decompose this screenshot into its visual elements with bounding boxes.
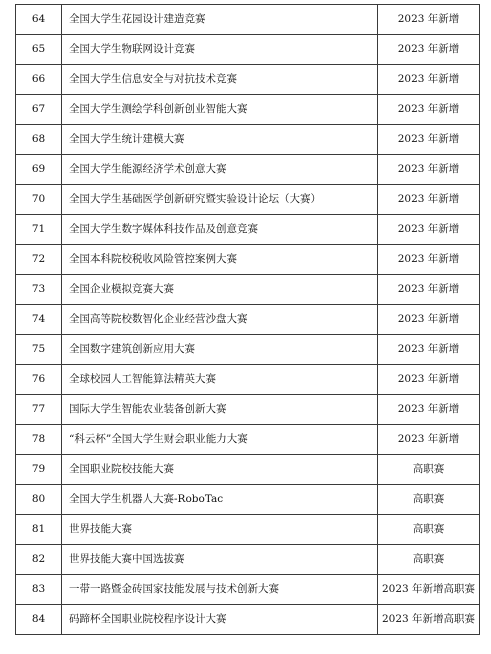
competition-name-cell: 世界技能大赛中国选拔赛 — [62, 545, 378, 575]
table-row — [16, 545, 480, 575]
table-row — [16, 185, 480, 215]
note-cell: 2023 年新增 — [378, 365, 480, 395]
note-cell: 2023 年新增 — [378, 395, 480, 425]
note-cell: 2023 年新增 — [378, 125, 480, 155]
table-row — [16, 485, 480, 515]
row-number-cell: 83 — [16, 575, 62, 605]
competition-table-body — [16, 5, 480, 635]
table-row — [16, 35, 480, 65]
table-row — [16, 305, 480, 335]
row-number-cell: 81 — [16, 515, 62, 545]
row-number-cell: 84 — [16, 605, 62, 635]
competition-name-cell: 全国职业院校技能大赛 — [62, 455, 378, 485]
table-row — [16, 65, 480, 95]
competition-name-cell: 全国大学生测绘学科创新创业智能大赛 — [62, 95, 378, 125]
note-cell: 2023 年新增 — [378, 155, 480, 185]
note-cell: 2023 年新增 — [378, 65, 480, 95]
note-cell: 2023 年新增高职赛 — [378, 575, 480, 605]
competition-name-cell: 全国数字建筑创新应用大赛 — [62, 335, 378, 365]
table-row — [16, 155, 480, 185]
table-row — [16, 95, 480, 125]
row-number-cell: 69 — [16, 155, 62, 185]
row-number-cell: 66 — [16, 65, 62, 95]
row-number-cell: 68 — [16, 125, 62, 155]
row-number-cell: 82 — [16, 545, 62, 575]
note-cell: 2023 年新增 — [378, 425, 480, 455]
competition-name-cell: 全国大学生信息安全与对抗技术竞赛 — [62, 65, 378, 95]
competition-table-page — [15, 4, 479, 635]
table-row — [16, 455, 480, 485]
table-row — [16, 215, 480, 245]
row-number-cell: 75 — [16, 335, 62, 365]
row-number-cell: 80 — [16, 485, 62, 515]
competition-name-cell: 全国大学生机器人大赛-RoboTac — [62, 485, 378, 515]
competition-name-cell: 全国大学生统计建模大赛 — [62, 125, 378, 155]
table-row — [16, 5, 480, 35]
competition-name-cell: 一带一路暨金砖国家技能发展与技术创新大赛 — [62, 575, 378, 605]
competition-name-cell: 世界技能大赛 — [62, 515, 378, 545]
competition-name-cell: 全国大学生能源经济学术创意大赛 — [62, 155, 378, 185]
competition-name-cell: 全国大学生数字媒体科技作品及创意竞赛 — [62, 215, 378, 245]
row-number-cell: 72 — [16, 245, 62, 275]
competition-name-cell: 国际大学生智能农业装备创新大赛 — [62, 395, 378, 425]
competition-name-cell: 码蹄杯全国职业院校程序设计大赛 — [62, 605, 378, 635]
note-cell: 2023 年新增 — [378, 185, 480, 215]
note-cell: 高职赛 — [378, 455, 480, 485]
note-cell: 高职赛 — [378, 485, 480, 515]
note-cell: 2023 年新增 — [378, 275, 480, 305]
note-cell: 2023 年新增 — [378, 95, 480, 125]
row-number-cell: 65 — [16, 35, 62, 65]
table-row — [16, 515, 480, 545]
row-number-cell: 70 — [16, 185, 62, 215]
row-number-cell: 78 — [16, 425, 62, 455]
competition-name-cell: 全国大学生基础医学创新研究暨实验设计论坛（大赛） — [62, 185, 378, 215]
table-row — [16, 245, 480, 275]
competition-name-cell: 全国大学生花园设计建造竞赛 — [62, 5, 378, 35]
table-row — [16, 275, 480, 305]
table-row — [16, 365, 480, 395]
competition-table — [15, 4, 480, 635]
table-row — [16, 425, 480, 455]
table-row — [16, 335, 480, 365]
note-cell: 2023 年新增 — [378, 35, 480, 65]
competition-name-cell: 全国本科院校税收风险管控案例大赛 — [62, 245, 378, 275]
note-cell: 高职赛 — [378, 515, 480, 545]
note-cell: 2023 年新增 — [378, 5, 480, 35]
table-row — [16, 395, 480, 425]
note-cell: 2023 年新增高职赛 — [378, 605, 480, 635]
row-number-cell: 73 — [16, 275, 62, 305]
row-number-cell: 67 — [16, 95, 62, 125]
competition-name-cell: “科云杯”全国大学生财会职业能力大赛 — [62, 425, 378, 455]
row-number-cell: 79 — [16, 455, 62, 485]
row-number-cell: 76 — [16, 365, 62, 395]
table-row — [16, 125, 480, 155]
competition-name-cell: 全球校园人工智能算法精英大赛 — [62, 365, 378, 395]
note-cell: 2023 年新增 — [378, 305, 480, 335]
table-row — [16, 605, 480, 635]
row-number-cell: 64 — [16, 5, 62, 35]
note-cell: 2023 年新增 — [378, 335, 480, 365]
competition-name-cell: 全国高等院校数智化企业经营沙盘大赛 — [62, 305, 378, 335]
row-number-cell: 77 — [16, 395, 62, 425]
row-number-cell: 71 — [16, 215, 62, 245]
note-cell: 2023 年新增 — [378, 245, 480, 275]
row-number-cell: 74 — [16, 305, 62, 335]
note-cell: 高职赛 — [378, 545, 480, 575]
note-cell: 2023 年新增 — [378, 215, 480, 245]
table-row — [16, 575, 480, 605]
competition-name-cell: 全国企业模拟竞赛大赛 — [62, 275, 378, 305]
competition-name-cell: 全国大学生物联网设计竞赛 — [62, 35, 378, 65]
